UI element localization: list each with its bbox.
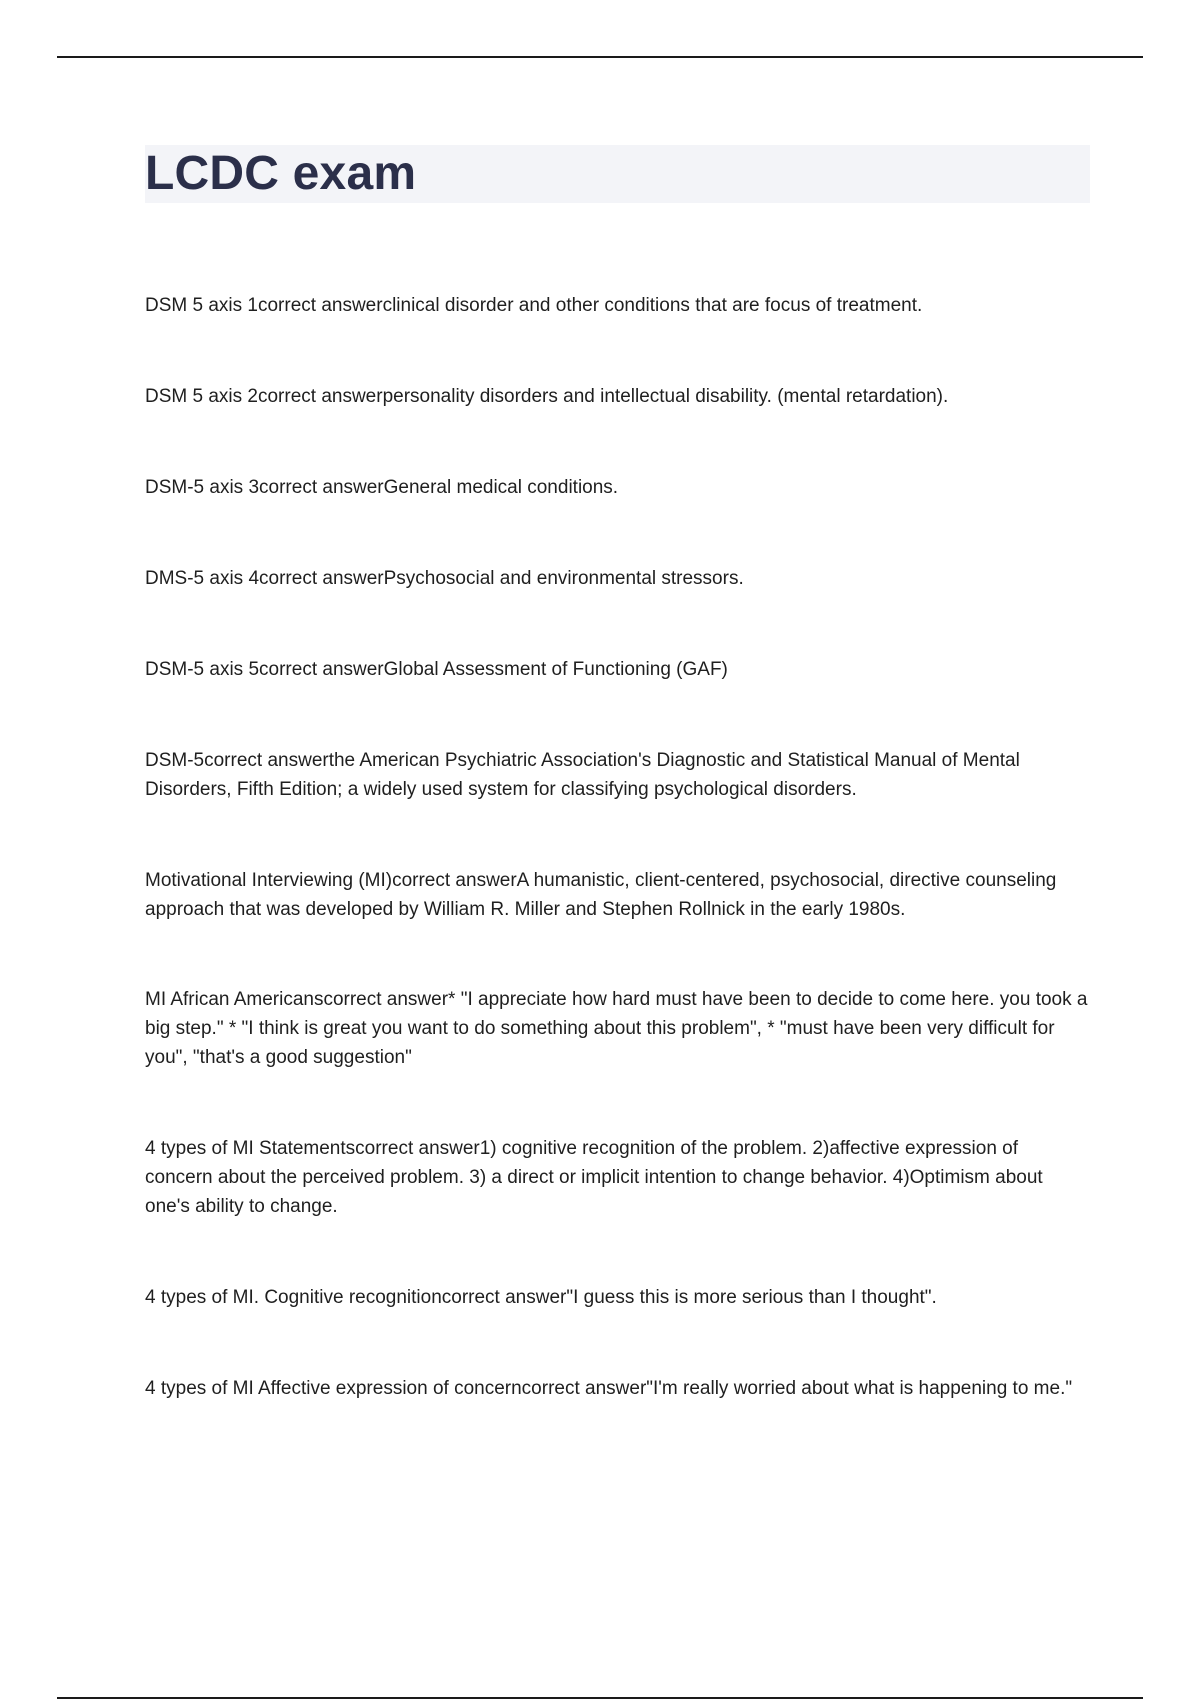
page-title: LCDC exam (145, 147, 417, 200)
list-item: 4 types of MI Affective expression of concerncorrect answer"I'm really worried about what is happening to me." (145, 1378, 1073, 1399)
list-item: MI African Americanscorrect answer* "I appreciate how hard must have been to decide to come here. you took a big step." * "I think is great you want to do something about this problem", * "must have been very difficult for you", "that's a good suggestion" (145, 989, 1088, 1068)
list-item: 4 types of MI Statementscorrect answer1) cognitive recognition of the problem. 2)affective expression of concern about the perceived problem. 3) a direct or implicit intention to change behavior. 4)Optimism about one's ability to change. (145, 1138, 1043, 1217)
list-item: DSM-5 axis 5correct answerGlobal Assessment of Functioning (GAF) (145, 659, 728, 680)
bottom-divider (57, 1697, 1143, 1699)
list-item: DSM 5 axis 1correct answerclinical disorder and other conditions that are focus of treatment. (145, 295, 923, 316)
top-divider (57, 56, 1143, 58)
list-item: DSM-5 axis 3correct answerGeneral medical conditions. (145, 477, 619, 498)
list-item: 4 types of MI. Cognitive recognitioncorrect answer"I guess this is more serious than I thought". (145, 1287, 937, 1308)
list-item: Motivational Interviewing (MI)correct answerA humanistic, client-centered, psychosocial, directive counseling approach that was developed by William R. Miller and Stephen Rollnick in the early 1980s. (145, 870, 1057, 920)
list-item: DMS-5 axis 4correct answerPsychosocial and environmental stressors. (145, 568, 744, 589)
list-item: DSM-5correct answerthe American Psychiatric Association's Diagnostic and Statistical Manual of Mental Disorders, Fifth Edition; a widely used system for classifying psychological disorders. (145, 750, 1020, 800)
list-item: DSM 5 axis 2correct answerpersonality disorders and intellectual disability. (mental retardation). (145, 386, 949, 407)
